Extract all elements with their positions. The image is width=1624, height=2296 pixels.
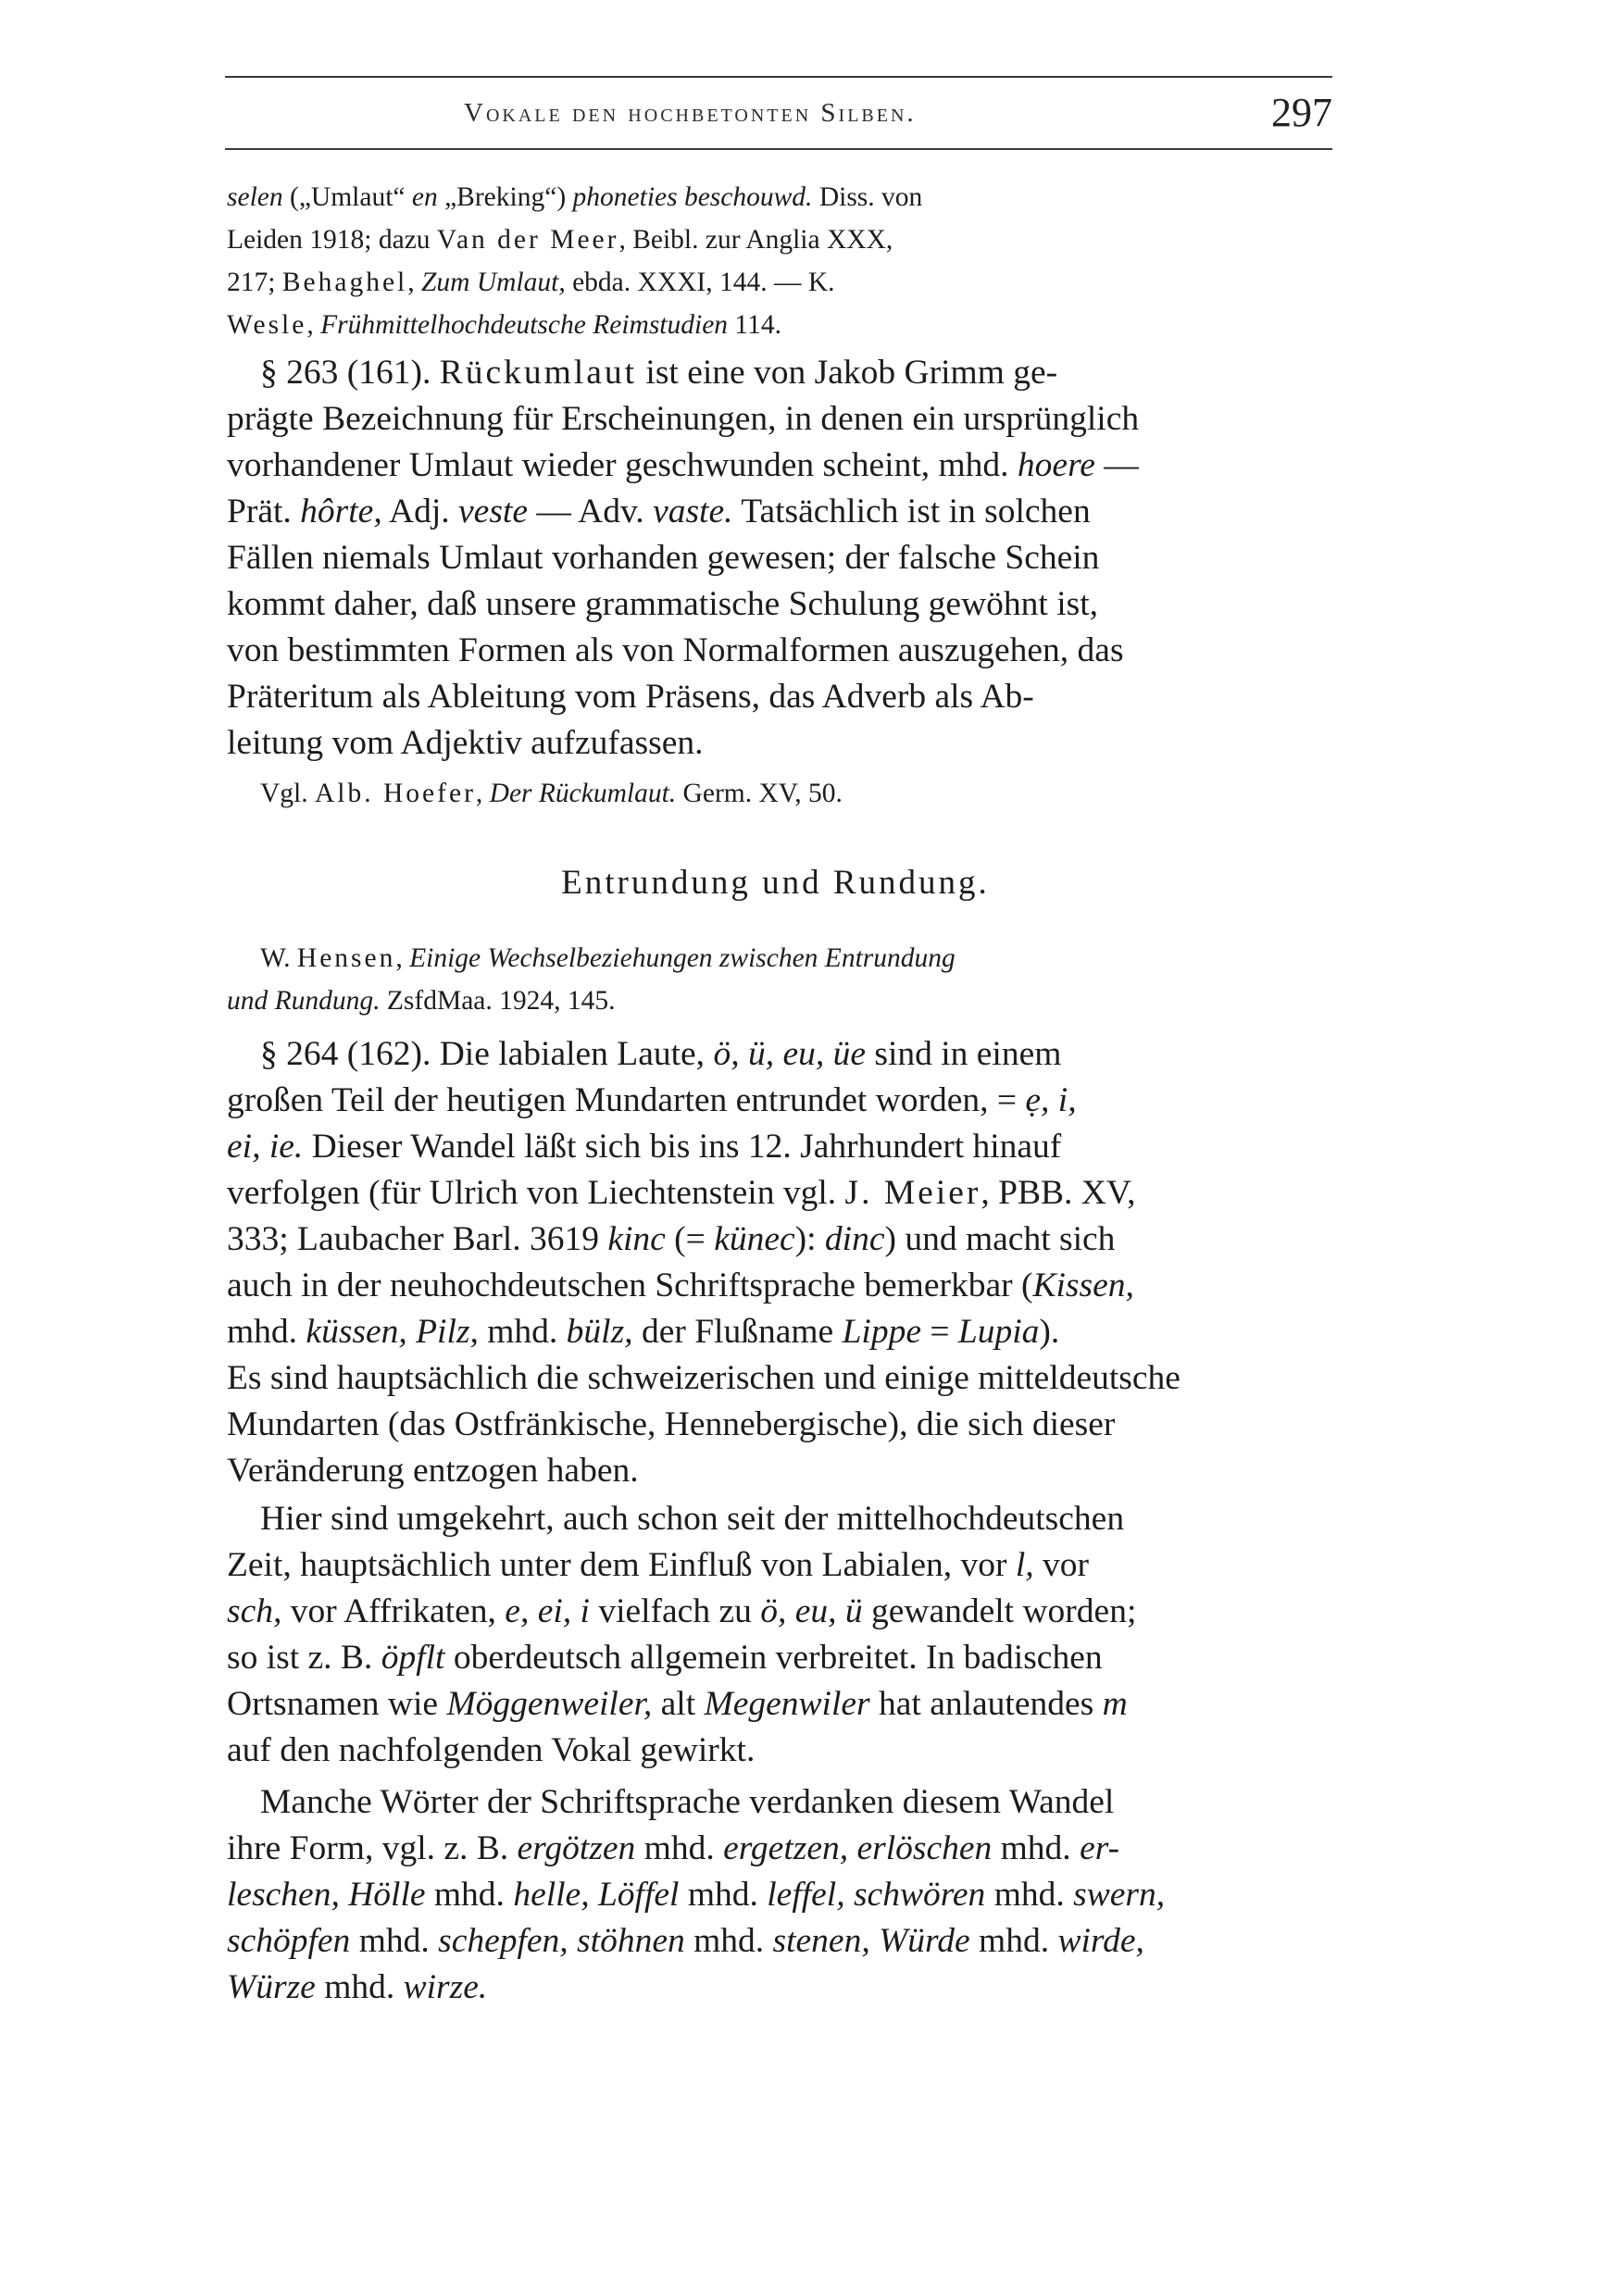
header-bottom-rule <box>225 148 1332 150</box>
paragraph-manche <box>227 1779 1324 2011</box>
footnote-continuation <box>227 176 1324 346</box>
paragraph-text: Manche Wörter der Schriftsprache verdanken diesem Wandel ihre Form, vgl. z. B. ergötzen mhd. ergetzen, erlöschen mhd. er- leschen, Hölle mhd. helle, Löffel mhd. leffel, schwören mhd. swern, schöpfen mhd. schepfen, stöhnen mhd. stenen, Würde mhd. wirde, Würze mhd. wirze. <box>227 1783 1166 2006</box>
reference-text: W. Hensen, Einige Wechselbeziehungen zwischen Entrundung und Rundung. ZsfdMaa. 1924, 145. <box>227 943 956 1016</box>
header-top-rule <box>225 76 1332 78</box>
paragraph-text: § 263 (161). Rückumlaut ist eine von Jakob Grimm ge- prägte Bezeichnung für Erscheinungen, in denen ein ursprünglich vorhandener Umlaut wieder geschwunden scheint, mhd. hoere — Prät. hôrte, Adj. veste — Adv. vaste. Tatsächlich ist in solchen Fällen niemals Umlaut vorhanden gewesen; der falsche Schein kommt daher, daß unsere grammatische Schulung gewöhnt ist, von bestimmten Formen als von Normalformen auszugehen, das Präteritum als Ableitung vom Präsens, das Adverb als Ab- leitung vom Adjektiv aufzufassen. <box>227 354 1140 762</box>
reference-263 <box>227 772 1324 815</box>
section-reference <box>227 937 1324 1022</box>
page-number: 297 <box>1271 90 1332 135</box>
paragraph-263 <box>227 350 1324 767</box>
paragraph-text: Hier sind umgekehrt, auch schon seit der mittelhochdeutschen Zeit, hauptsächlich unter dem Einfluß von Labialen, vor l, vor sch, vor Affrikaten, e, ei, i vielfach zu ö, eu, ü gewandelt worden; so ist z. B. öpflt oberdeutsch allgemein verbreitet. In badischen Ortsnamen wie Möggenweiler, alt Megenwiler hat anlautendes m auf den nachfolgenden Vokal gewirkt. <box>227 1500 1137 1769</box>
section-heading: Entrundung und Rundung. <box>561 864 990 902</box>
paragraph-hier <box>227 1496 1324 1774</box>
reference-text: Vgl. Alb. Hoefer, Der Rückumlaut. Germ. XV, 50. <box>260 779 843 808</box>
paragraph-264 <box>227 1031 1324 1494</box>
running-head <box>225 89 1332 144</box>
footnote-line: selen („Umlaut“ en „Breking“) phoneties beschouwd. Diss. von Leiden 1918; dazu Van der Meer, Beibl. zur Anglia XXX, 217; Behaghel, Zum Umlaut, ebda. XXXI, 144. — K. Wesle, Frühmittelhochdeutsche Reimstudien 114. <box>227 182 923 340</box>
paragraph-text: § 264 (162). Die labialen Laute, ö, ü, eu, üe sind in einem großen Teil der heutigen Mundarten entrundet worden, = ẹ, i, ei, ie. Dieser Wandel läßt sich bis ins 12. Jahrhundert hinauf verfolgen (für Ulrich von Liechtenstein vgl. J. Meier, PBB. XV, 333; Laubacher Barl. 3619 kinc (= künec): dinc) und macht sich auch in der neuhochdeutschen Schriftsprache bemerkbar (Kissen, mhd. küssen, Pilz, mhd. bülz, der Flußname Lippe = Lupia). Es sind hauptsächlich die schweizerischen und einige mitteldeutsche Mundarten (das Ostfränkische, Hennebergische), die sich dieser Veränderung entzogen haben. <box>227 1035 1181 1490</box>
running-title: Vokale den hochbetonten Silben. <box>464 98 917 128</box>
